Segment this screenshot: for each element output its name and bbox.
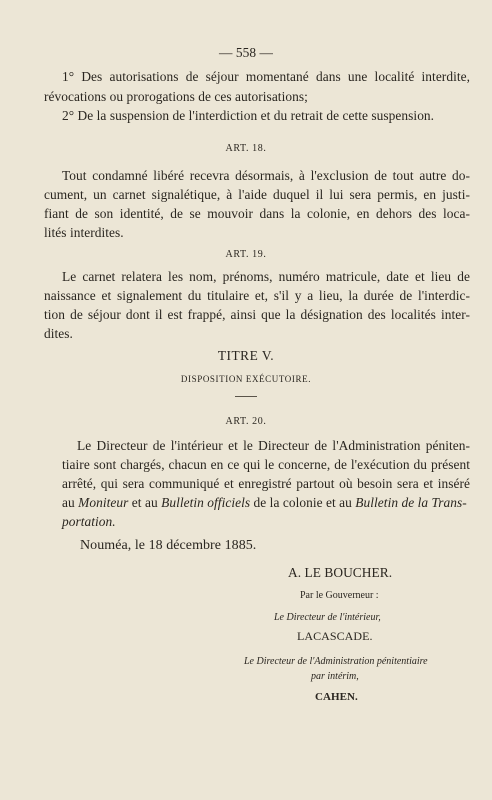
art19-line-1: Le carnet relatera les nom, prénoms, numéro matricule, date et lieu de [62,269,470,284]
art18-line-4: lités interdites. [44,225,124,240]
dateline: Nouméa, le 18 décembre 1885. [80,538,257,553]
directeur-administration-penitentiaire: Le Directeur de l'Administration pénitentiaire [244,656,428,667]
art20-line-4 [62,495,467,511]
titre-title: TITRE V. [217,348,275,363]
art19-line-3: tion de séjour dont il est frappé, ainsi que la désignation des localités inter- [44,307,470,322]
item-1-cont: révocations ou prorogations de ces autorisations; [44,89,308,104]
titre-subtitle: DISPOSITION EXÉCUTOIRE. [180,374,312,384]
art20-line-4-a: au [62,495,79,510]
item-2: 2° De la suspension de l'interdiction et du retrait de cette suspension. [62,108,435,123]
art19-line-4: dites. [44,326,73,341]
art19-heading: ART. 19. [225,249,267,260]
par-interim: par intérim, [311,671,359,682]
art20-line-4-e: de la colonie et au [250,495,356,510]
art20-line-2: tiaire sont chargés, chacun en ce qui le concerne, de l'exécution du présent [62,457,470,472]
bulletin-transportation-ref: Bulletin de la Trans- [355,495,467,510]
art20-heading: ART. 20. [225,416,267,427]
signer-lacascade: LACASCADE. [297,629,373,643]
art20-line-3: arrêté, qui sera communiqué et enregistré partout où besoin sera et inséré [62,476,470,491]
art18-line-2: cument, un carnet signalétique, à l'aide duquel il lui sera permis, en justi- [44,187,470,202]
art20-line-1: Le Directeur de l'intérieur et le Directeur de l'Administration péniten- [77,438,470,453]
art20-line-4-c: et au [128,495,162,510]
moniteur-ref: Moniteur [78,495,129,510]
section-divider [235,396,257,397]
par-le-gouverneur: Par le Gouverneur : [300,590,379,601]
item-1: 1° Des autorisations de séjour momentané dans une localité interdite, [62,69,470,84]
art18-heading: ART. 18. [225,143,267,154]
art18-line-3: fiant de son identité, de se mouvoir dans la colonie, en dehors des loca- [44,206,470,221]
signer-cahen: CAHEN. [315,691,358,703]
art20-line-5: portation. [62,514,116,529]
directeur-interieur: Le Directeur de l'intérieur, [274,612,381,623]
signer-le-boucher: A. LE BOUCHER. [288,565,393,580]
art18-line-1: Tout condamné libéré recevra désormais, à l'exclusion de tout autre do- [62,168,470,183]
art19-line-2: naissance et signalement du titulaire et, s'il y a lieu, la durée de l'interdic- [44,288,470,303]
bulletin-officiels-ref: Bulletin officiels [161,495,251,510]
page-number: — 558 — [219,45,273,60]
